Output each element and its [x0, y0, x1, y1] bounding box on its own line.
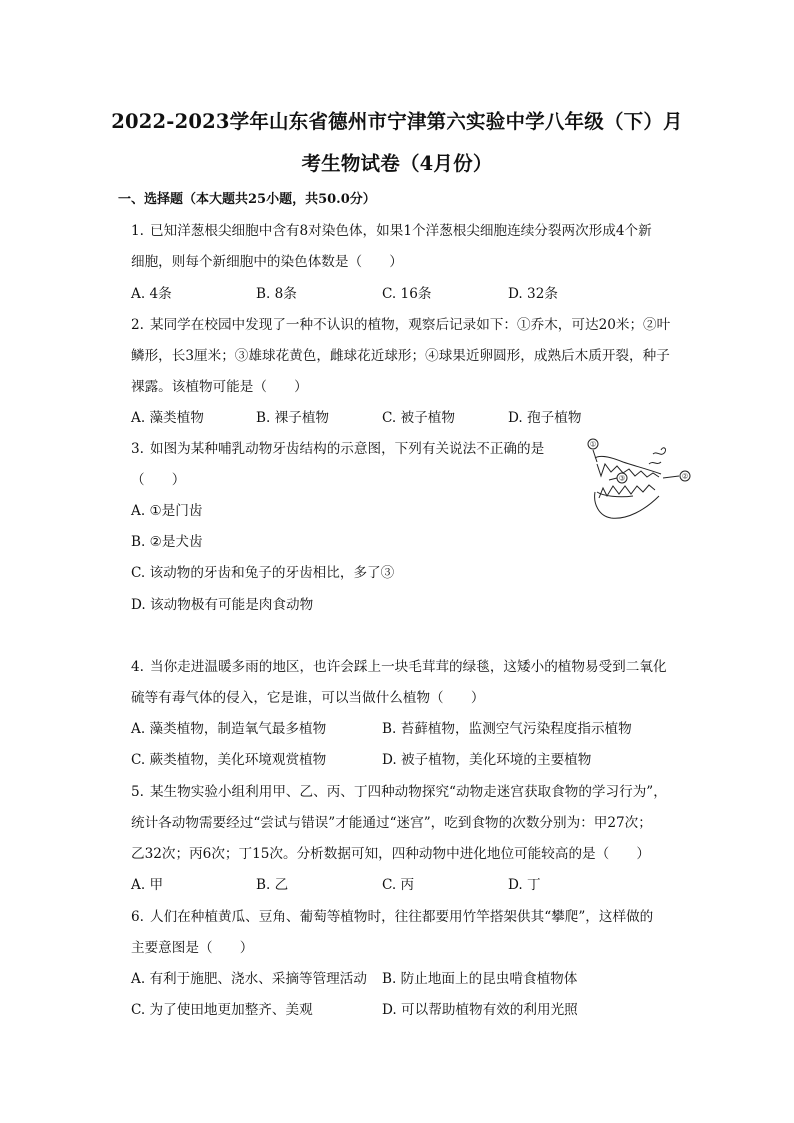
- question-1-line-1: 1. 已知洋葱根尖细胞中含有8对染色体，如果1个洋葱根尖细胞连续分裂两次形成4个新: [131, 223, 652, 239]
- question-2-option-d: D. 孢子植物: [508, 410, 582, 426]
- question-1-option-b: B. 8条: [256, 286, 297, 302]
- question-5-option-a: A. 甲: [131, 877, 164, 893]
- question-2-line-3: 裸露。该植物可能是（ ）: [131, 379, 308, 395]
- question-3-option-c: C. 该动物的牙齿和兔子的牙齿相比，多了③: [131, 565, 395, 581]
- question-1-line-2: 细胞，则每个新细胞中的染色体数是（ ）: [131, 254, 403, 270]
- question-2-option-b: B. 裸子植物: [256, 410, 330, 426]
- question-6-line-2: 主要意图是（ ）: [131, 940, 254, 956]
- question-6-line-1: 6. 人们在种植黄瓜、豆角、葡萄等植物时，往往都要用竹竿搭架供其“攀爬”，这样做的: [131, 909, 654, 925]
- question-6-option-b: B. 防止地面上的昆虫啃食植物体: [382, 971, 578, 987]
- question-1-option-a: A. 4条: [131, 286, 172, 302]
- question-6-option-a: A. 有利于施肥、浇水、采摘等管理活动: [131, 971, 367, 987]
- section-heading: 一、选择题（本大题共25小题，共50.0分）: [118, 192, 376, 207]
- exam-title-line2: 考生物试卷（4月份）: [301, 152, 493, 175]
- question-1-option-c: C. 16条: [382, 286, 432, 302]
- lower-gum-line: [597, 492, 633, 497]
- question-number: 1.: [131, 223, 144, 239]
- lower-jaw-outline: [595, 492, 659, 518]
- question-5-option-c: C. 丙: [382, 877, 415, 893]
- question-4-line-2: 硫等有毒气体的侵入，它是谁，可以当做什么植物（ ）: [131, 690, 485, 706]
- question-number: 5.: [131, 784, 144, 800]
- pointer-line-3: [609, 478, 617, 480]
- question-number: 2.: [131, 317, 144, 333]
- question-3-option-b: B. ②是犬齿: [131, 534, 203, 550]
- question-4-option-c: C. 蕨类植物，美化环境观赏植物: [131, 752, 327, 768]
- question-4-option-d: D. 被子植物，美化环境的主要植物: [382, 752, 592, 768]
- question-4-option-b: B. 苔藓植物，监测空气污染程度指示植物: [382, 721, 632, 737]
- question-5-line-3: 乙32次；丙6次；丁15次。分析数据可知，四种动物中进化地位可能较高的是（ ）: [131, 846, 651, 862]
- question-2-option-c: C. 被子植物: [382, 410, 455, 426]
- question-2-line-2: 鳞形，长3厘米；③雄球花黄色，雌球花近球形；④球果近卵圆形，成熟后木质开裂，种子: [131, 348, 670, 364]
- squiggle-mark: [649, 462, 661, 464]
- question-number: 4.: [131, 659, 144, 675]
- question-number: 6.: [131, 909, 144, 925]
- question-3-option-a: A. ①是门齿: [131, 503, 203, 519]
- question-5-line-2: 统计各动物需要经过“尝试与错误”才能通过“迷宫”，吃到食物的次数分别为：甲27次；: [131, 815, 652, 831]
- pointer-line-2: [663, 476, 679, 478]
- question-5-line-1: 5. 某生物实验小组利用甲、乙、丙、丁四种动物探究“动物走迷宫获取食物的学习行为”，: [131, 784, 667, 800]
- question-number: 3.: [131, 441, 144, 457]
- pointer-line-1: [593, 450, 597, 462]
- question-1-option-d: D. 32条: [508, 286, 558, 302]
- label-2: ②: [681, 472, 689, 481]
- teeth-diagram: [583, 436, 693, 522]
- question-6-option-c: C. 为了使田地更加整齐、美观: [131, 1002, 313, 1018]
- label-1: ①: [589, 440, 597, 449]
- question-3-line-1: 3. 如图为某种哺乳动物牙齿结构的示意图，下列有关说法不正确的是: [131, 441, 545, 457]
- teeth-diagram-svg: [583, 436, 693, 522]
- squiggle-mark: [653, 448, 666, 455]
- exam-title-line1: 2022-2023学年山东省德州市宁津第六实验中学八年级（下）月: [111, 110, 683, 133]
- question-5-option-d: D. 丁: [508, 877, 541, 893]
- question-2-line-1: 2. 某同学在校园中发现了一种不认识的植物，观察后记录如下：①乔木，可达20米；②叶: [131, 317, 671, 333]
- question-3-line-2: （ ）: [131, 472, 186, 488]
- question-4-option-a: A. 藻类植物，制造氧气最多植物: [131, 721, 327, 737]
- question-3-option-d: D. 该动物极有可能是肉食动物: [131, 597, 314, 613]
- question-6-option-d: D. 可以帮助植物有效的利用光照: [382, 1002, 578, 1018]
- question-5-option-b: B. 乙: [256, 877, 289, 893]
- question-4-line-1: 4. 当你走进温暖多雨的地区，也许会踩上一块毛茸茸的绿毯，这矮小的植物易受到二氧化: [131, 659, 667, 675]
- label-3: ③: [618, 474, 626, 483]
- question-2-option-a: A. 藻类植物: [131, 410, 204, 426]
